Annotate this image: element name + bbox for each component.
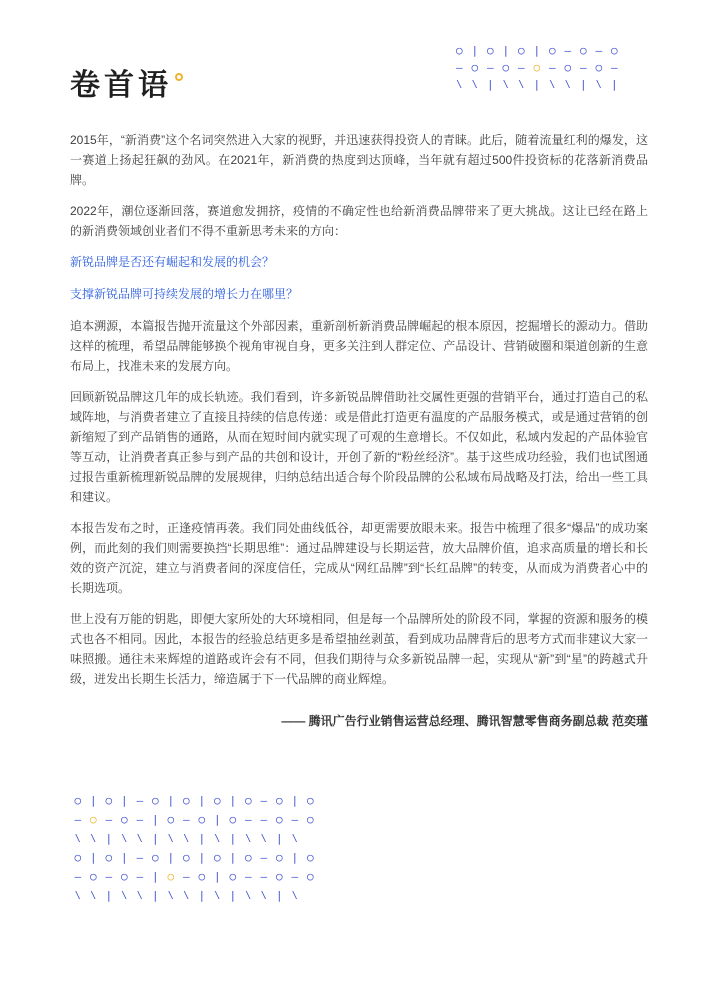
decor-dash-icon: — <box>517 61 525 74</box>
decor-bar-icon: | <box>198 889 206 902</box>
decor-slash-icon: \ <box>518 79 525 90</box>
decor-circle-icon: ○ <box>517 44 525 57</box>
decor-slash-icon: \ <box>260 890 267 901</box>
question-line-1: 新锐品牌是否还有崛起和发展的机会？ <box>70 255 275 269</box>
decor-circle-icon: ○ <box>120 870 128 883</box>
decor-slash-icon: \ <box>471 79 478 90</box>
decor-bar-icon: | <box>229 851 237 864</box>
decor-bar-icon: | <box>89 851 97 864</box>
decor-row <box>70 791 318 810</box>
decor-dash-icon: — <box>260 813 268 826</box>
decor-dash-icon: — <box>610 61 618 74</box>
decor-circle-icon: ○ <box>275 794 283 807</box>
decor-row <box>452 59 623 76</box>
decor-circle-icon: ○ <box>306 851 314 864</box>
decor-dash-icon: — <box>182 813 190 826</box>
decor-dash-icon: — <box>260 794 268 807</box>
decor-dash-icon: — <box>579 61 587 74</box>
decor-circle-icon: ○ <box>182 794 190 807</box>
decor-bar-icon: | <box>151 832 159 845</box>
decor-pattern-top-right <box>452 42 623 93</box>
decor-circle-icon: ○ <box>151 794 159 807</box>
decor-slash-icon: \ <box>136 890 143 901</box>
decor-slash-icon: \ <box>121 833 128 844</box>
decor-slash-icon: \ <box>214 890 221 901</box>
decor-slash-icon: \ <box>214 833 221 844</box>
decor-bar-icon: | <box>151 889 159 902</box>
paragraph-2022-challenge: 2022年，潮位逐渐回落，赛道愈发拥挤，疫情的不确定性也给新消费品牌带来了更大挑战。这让已经在路上的新消费领域创业者们不得不重新思考未来的方向： <box>70 204 648 238</box>
decor-circle-icon: ○ <box>579 44 587 57</box>
decor-slash-icon: \ <box>595 79 602 90</box>
decor-bar-icon: | <box>213 870 221 883</box>
decor-circle-icon: ○ <box>74 851 82 864</box>
decor-circle-icon: ○ <box>74 794 82 807</box>
signature: —— 腾讯广告行业销售运营总经理、腾讯智慧零售商务副总裁 范奕瑾 <box>281 714 648 728</box>
decor-slash-icon: \ <box>245 833 252 844</box>
decor-circle-icon: ○ <box>244 794 252 807</box>
decor-circle-icon: ○ <box>229 813 237 826</box>
question-line-2: 支撑新锐品牌可持续发展的增长力在哪里？ <box>70 287 299 301</box>
decor-circle-icon: ○ <box>275 813 283 826</box>
decor-slash-icon: \ <box>167 833 174 844</box>
decor-slash-icon: \ <box>291 833 298 844</box>
decor-bar-icon: | <box>291 851 299 864</box>
decor-circle-icon: ○ <box>229 870 237 883</box>
decor-bar-icon: | <box>167 851 175 864</box>
decor-bar-icon: | <box>579 78 587 91</box>
decor-bar-icon: | <box>151 870 159 883</box>
decor-slash-icon: \ <box>74 890 81 901</box>
decor-bar-icon: | <box>198 832 206 845</box>
decor-dash-icon: — <box>548 61 556 74</box>
decor-dash-icon: — <box>455 61 463 74</box>
decor-bar-icon: | <box>486 78 494 91</box>
decor-dash-icon: — <box>244 813 252 826</box>
decor-circle-icon: ○ <box>89 870 97 883</box>
decor-circle-icon: ○ <box>306 870 314 883</box>
decor-row <box>70 810 318 829</box>
decor-slash-icon: \ <box>90 833 97 844</box>
decor-dash-icon: — <box>564 44 572 57</box>
decor-pattern-bottom-left <box>70 791 318 905</box>
decor-slash-icon: \ <box>456 79 463 90</box>
decor-row <box>70 848 318 867</box>
decor-row <box>70 886 318 905</box>
paragraph-intro-2015: 2015年，“新消费”这个名词突然进入大家的视野，并迅速获得投资人的青睐。此后，随着流量红利的爆发，这一赛道上扬起狂飙的劲风。在2021年，新消费的热度到达顶峰，当年就有超过500件投资标的花落新消费品牌。 <box>70 133 648 187</box>
decor-circle-yellow-icon: ○ <box>89 813 97 826</box>
decor-row <box>452 76 623 93</box>
page-title: 卷首语 <box>70 69 172 102</box>
decor-bar-icon: | <box>610 78 618 91</box>
decor-bar-icon: | <box>120 794 128 807</box>
paragraph-growth-review: 回顾新锐品牌这几年的成长轨迹。我们看到，许多新锐品牌借助社交属性更强的营销平台，通过打造自己的私域阵地，与消费者建立了直接且持续的信息传递：或是借此打造更有温度的产品服务模式，或是通过营销的创新缩短了到产品销售的通路，从而在短时间内就实现了可观的生意增长。不仅如此，私域内发起的产品体验官等互动，让消费者真正参与到产品的共创和设计，开创了新的“粉丝经济”。基于这些成功经验，我们也试图通过报告重新梳理新锐品牌的发展规律，归纳总结出适合每个阶段品牌的公私域布局战略及打法，给出一些工具和建议。 <box>70 390 648 504</box>
decor-circle-icon: ○ <box>486 44 494 57</box>
decor-circle-icon: ○ <box>213 794 221 807</box>
decor-dash-icon: — <box>136 870 144 883</box>
decor-dash-icon: — <box>136 794 144 807</box>
decor-circle-icon: ○ <box>610 44 618 57</box>
decor-circle-icon: ○ <box>182 851 190 864</box>
decor-circle-icon: ○ <box>151 851 159 864</box>
decor-bar-icon: | <box>502 44 510 57</box>
decor-bar-icon: | <box>275 832 283 845</box>
decor-circle-icon: ○ <box>306 794 314 807</box>
decor-row <box>452 42 623 59</box>
decor-dash-icon: — <box>260 851 268 864</box>
decor-slash-icon: \ <box>549 79 556 90</box>
decor-slash-icon: \ <box>183 833 190 844</box>
decor-slash-icon: \ <box>502 79 509 90</box>
decor-circle-icon: ○ <box>198 813 206 826</box>
decor-bar-icon: | <box>167 794 175 807</box>
decor-circle-icon: ○ <box>275 851 283 864</box>
decor-circle-icon: ○ <box>105 794 113 807</box>
decor-circle-icon: ○ <box>244 851 252 864</box>
paragraph-long-term-thinking: 本报告发布之时，正逢疫情再袭。我们同处曲线低谷，却更需要放眼未来。报告中梳理了很多“爆品”的成功案例，而此刻的我们则需要换挡“长期思维”：通过品牌建设与长期运营，放大品牌价值，追求高质量的增长和长效的资产沉淀，建立与消费者间的深度信任，完成从“网红品牌”到“长红品牌”的转变，从而成为消费者心中的长期选项。 <box>70 521 648 595</box>
decor-bar-icon: | <box>229 832 237 845</box>
paragraph-conclusion: 世上没有万能的钥匙，即便大家所处的大环境相同，但是每一个品牌所处的阶段不同，掌握的资源和服务的模式也各不相同。因此，本报告的经验总结更多是希望抽丝剥茧，看到成功品牌背后的思考方式而非建议大家一味照搬。通往未来辉煌的道路或许会有不同，但我们期待与众多新锐品牌一起，实现从“新”到“星”的跨越式升级，迸发出长期生长活力，缔造属于下一代品牌的商业辉煌。 <box>70 612 648 686</box>
decor-slash-icon: \ <box>183 890 190 901</box>
decor-circle-icon: ○ <box>502 61 510 74</box>
decor-circle-icon: ○ <box>167 813 175 826</box>
decor-circle-icon: ○ <box>198 870 206 883</box>
decor-bar-icon: | <box>291 794 299 807</box>
decor-circle-icon: ○ <box>471 61 479 74</box>
decor-circle-yellow-icon: ○ <box>533 61 541 74</box>
decor-dash-icon: — <box>105 813 113 826</box>
decor-bar-icon: | <box>533 44 541 57</box>
document-body <box>70 130 648 731</box>
decor-bar-icon: | <box>533 78 541 91</box>
decor-circle-icon: ○ <box>306 813 314 826</box>
decor-circle-icon: ○ <box>548 44 556 57</box>
decor-dash-icon: — <box>182 870 190 883</box>
decor-dash-icon: — <box>486 61 494 74</box>
decor-slash-icon: \ <box>260 833 267 844</box>
decor-dash-icon: — <box>244 870 252 883</box>
title-accent-circle-icon <box>175 73 183 81</box>
decor-circle-icon: ○ <box>120 813 128 826</box>
decor-slash-icon: \ <box>90 890 97 901</box>
decor-dash-icon: — <box>260 870 268 883</box>
decor-circle-yellow-icon: ○ <box>167 870 175 883</box>
decor-bar-icon: | <box>105 832 113 845</box>
decor-row <box>70 867 318 886</box>
decor-dash-icon: — <box>595 44 603 57</box>
decor-slash-icon: \ <box>74 833 81 844</box>
decor-slash-icon: \ <box>121 890 128 901</box>
decor-slash-icon: \ <box>136 833 143 844</box>
decor-bar-icon: | <box>471 44 479 57</box>
decor-row <box>70 829 318 848</box>
decor-dash-icon: — <box>74 813 82 826</box>
decor-dash-icon: — <box>136 851 144 864</box>
decor-slash-icon: \ <box>245 890 252 901</box>
paragraph-report-purpose: 追本溯源，本篇报告抛开流量这个外部因素，重新剖析新消费品牌崛起的根本原因，挖掘增长的源动力。借助这样的梳理，希望品牌能够换个视角审视自身，更多关注到人群定位、产品设计、营销破圈和渠道创新的生意布局上，找准未来的发展方向。 <box>70 319 648 373</box>
decor-dash-icon: — <box>74 870 82 883</box>
decor-bar-icon: | <box>229 889 237 902</box>
decor-bar-icon: | <box>120 851 128 864</box>
decor-dash-icon: — <box>291 870 299 883</box>
decor-bar-icon: | <box>198 794 206 807</box>
decor-bar-icon: | <box>89 794 97 807</box>
decor-circle-icon: ○ <box>564 61 572 74</box>
decor-dash-icon: — <box>291 813 299 826</box>
decor-circle-icon: ○ <box>595 61 603 74</box>
decor-bar-icon: | <box>213 813 221 826</box>
decor-slash-icon: \ <box>167 890 174 901</box>
decor-circle-icon: ○ <box>213 851 221 864</box>
decor-circle-icon: ○ <box>275 870 283 883</box>
decor-bar-icon: | <box>229 794 237 807</box>
decor-bar-icon: | <box>275 889 283 902</box>
decor-slash-icon: \ <box>291 890 298 901</box>
decor-slash-icon: \ <box>564 79 571 90</box>
decor-circle-icon: ○ <box>105 851 113 864</box>
decor-bar-icon: | <box>105 889 113 902</box>
decor-bar-icon: | <box>198 851 206 864</box>
decor-circle-icon: ○ <box>455 44 463 57</box>
decor-dash-icon: — <box>105 870 113 883</box>
decor-bar-icon: | <box>151 813 159 826</box>
decor-dash-icon: — <box>136 813 144 826</box>
